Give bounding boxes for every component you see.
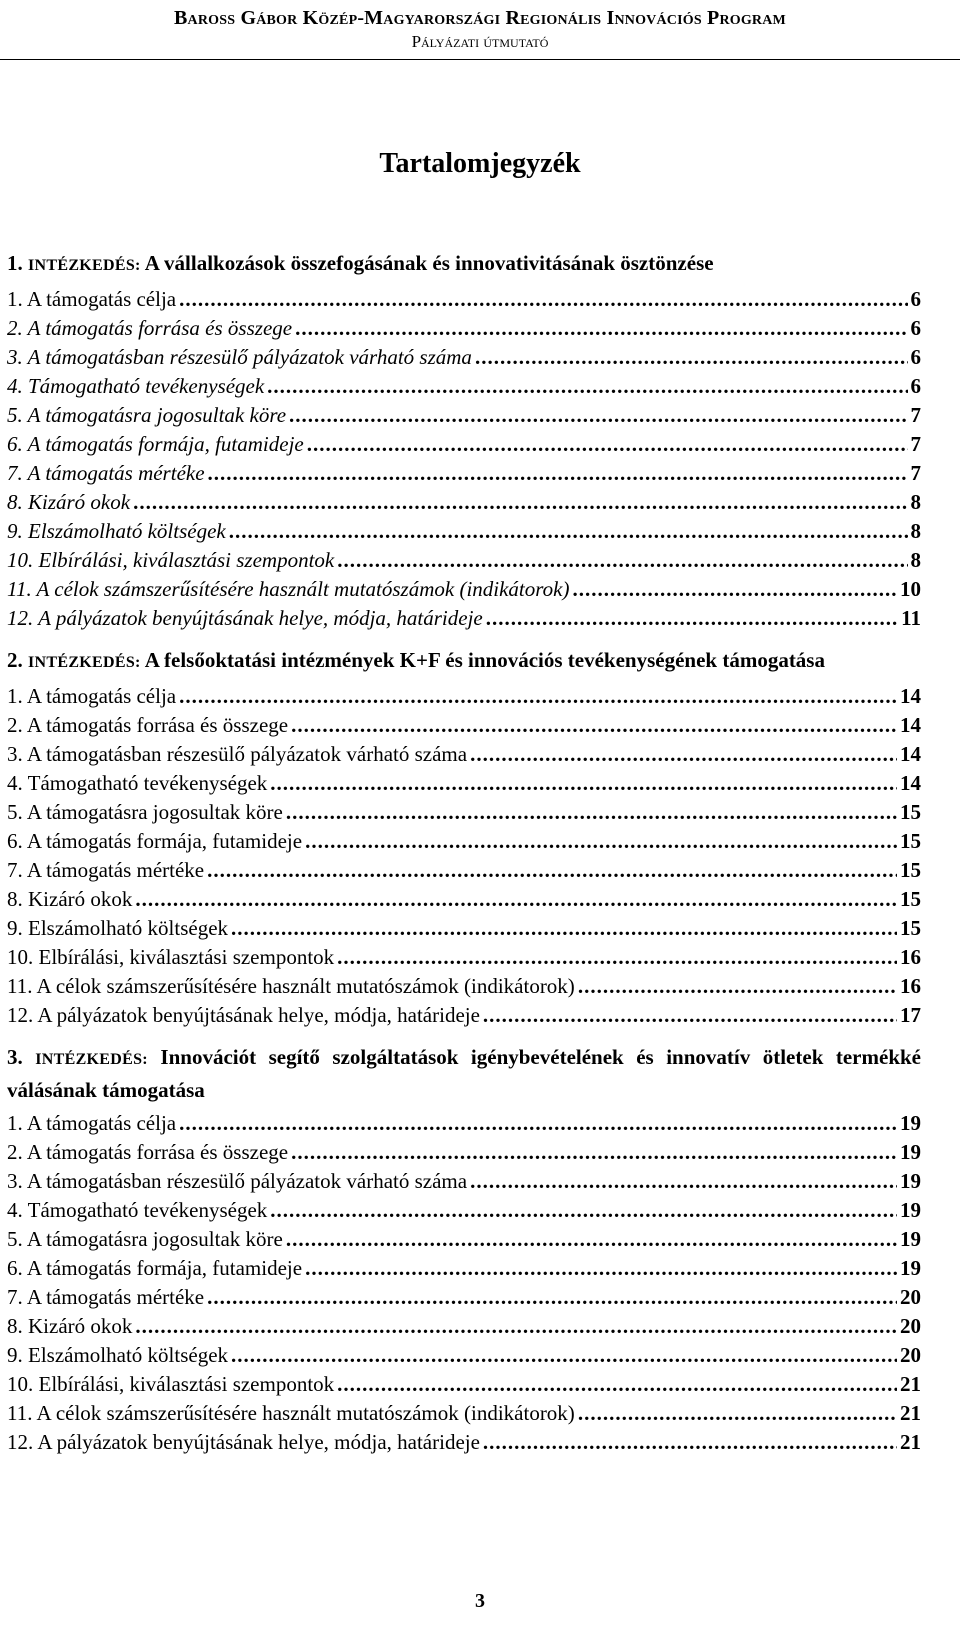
toc-entry[interactable] [7,1001,921,1030]
dot-leader [291,1138,897,1167]
toc-entry-label: 10. Elbírálási, kiválasztási szempontok [7,945,335,969]
toc-entry[interactable] [7,1399,921,1428]
dot-leader [572,575,897,604]
toc-entry-label: 9. Elszámolható költségek [7,519,226,543]
toc-section-2 [7,645,921,1030]
section-keyword: INTÉZKEDÉS: [28,654,141,671]
dot-leader [207,856,897,885]
toc-entry-page: 10 [900,577,921,601]
toc-entry-page: 19 [900,1256,921,1280]
toc-entry[interactable] [7,546,921,575]
dot-leader [305,827,897,856]
section-heading[interactable] [7,645,921,678]
toc-section-1 [7,248,921,633]
toc-title: Tartalomjegyzék [379,148,581,179]
toc-entry-label: 7. A támogatás mértéke [7,461,205,485]
toc-entry-page: 11 [901,606,921,630]
section-heading[interactable] [7,1042,921,1105]
toc-entry[interactable] [7,488,921,517]
toc-entry[interactable] [7,827,921,856]
toc-entry-page: 16 [900,945,921,969]
section-title: A vállalkozások összefogásának és innovativitásának ösztönzése [144,251,714,275]
section-title: Innovációt segítő szolgáltatások igénybevételének és innovatív ötletek termékké válásának támogatása [7,1045,921,1102]
toc-entry-label: 1. A támogatás célja [7,287,177,311]
toc-entry[interactable] [7,1254,921,1283]
toc-entry-page: 17 [900,1003,921,1027]
toc-entry-page: 19 [900,1198,921,1222]
toc-entry-page: 8 [910,519,921,543]
toc-entry-label: 7. A támogatás mértéke [7,1285,205,1309]
dot-leader [267,372,907,401]
toc-entry[interactable] [7,604,921,633]
toc-entry-label: 11. A célok számszerűsítésére használt mutatószámok (indikátorok) [7,1401,575,1425]
toc-entry-page: 15 [900,887,921,911]
dot-leader [231,914,897,943]
toc-entry-page: 20 [900,1343,921,1367]
toc-entry-page: 15 [900,858,921,882]
section-keyword: INTÉZKEDÉS: [28,257,141,274]
toc-entry-label: 10. Elbírálási, kiválasztási szempontok [7,548,335,572]
toc-entry[interactable] [7,798,921,827]
toc-entry-page: 14 [900,771,921,795]
toc-entry[interactable] [7,1225,921,1254]
toc-entry-label: 3. A támogatásban részesülő pályázatok várható száma [7,1169,468,1193]
toc-entry-page: 14 [900,742,921,766]
toc-entry-label: 12. A pályázatok benyújtásának helye, módja, határideje [7,1430,480,1454]
dot-leader [231,1341,897,1370]
toc-entry-label: 2. A támogatás forrása és összege [7,713,289,737]
toc-entry-label: 8. Kizáró okok [7,490,131,514]
toc-entry-label: 6. A támogatás formája, futamideje [7,829,303,853]
toc-entry[interactable] [7,459,921,488]
toc-entry-page: 7 [910,432,921,456]
toc-entry-page: 6 [910,287,921,311]
toc-entry-label: 12. A pályázatok benyújtásának helye, módja, határideje [7,1003,480,1027]
toc-entry-label: 8. Kizáró okok [7,887,133,911]
dot-leader [229,517,908,546]
toc-entry[interactable] [7,575,921,604]
dot-leader [207,1283,897,1312]
dot-leader [578,972,897,1001]
toc-entry-page: 7 [910,461,921,485]
toc-entry[interactable] [7,401,921,430]
dot-leader [486,604,898,633]
toc-entry[interactable] [7,740,921,769]
toc-entry-label: 11. A célok számszerűsítésére használt mutatószámok (indikátorok) [7,974,575,998]
toc-entry-label: 9. Elszámolható költségek [7,916,229,940]
toc-entry[interactable] [7,314,921,343]
dot-leader [483,1428,897,1457]
toc-entry-label: 5. A támogatásra jogosultak köre [7,1227,283,1251]
dot-leader [475,343,908,372]
toc-entry-label: 4. Támogatható tevékenységek [7,1198,268,1222]
toc-entry-page: 16 [900,974,921,998]
toc-entry-label: 12. A pályázatok benyújtásának helye, módja, határideje [7,606,483,630]
dot-leader [470,740,897,769]
section-number: 1. [7,251,23,275]
dot-leader [286,798,897,827]
dot-leader [179,285,907,314]
toc-entry-page: 15 [900,916,921,940]
document-subtitle: Pályázati útmutató [411,32,549,51]
dot-leader [270,1196,897,1225]
toc-entry-label: 4. Támogatható tevékenységek [7,771,268,795]
toc-entry-label: 5. A támogatásra jogosultak köre [7,800,283,824]
toc-entry-label: 1. A támogatás célja [7,684,177,708]
toc-entry[interactable] [7,885,921,914]
toc-entry-page: 19 [900,1140,921,1164]
toc-entry-label: 1. A támogatás célja [7,1111,177,1135]
toc-entry-page: 6 [910,374,921,398]
dot-leader [208,459,908,488]
toc-entry-label: 9. Elszámolható költségek [7,1343,229,1367]
toc-entry[interactable] [7,285,921,314]
toc-entry-page: 8 [910,490,921,514]
toc-entry[interactable] [7,682,921,711]
toc-entry[interactable] [7,711,921,740]
toc-entry-page: 19 [900,1227,921,1251]
dot-leader [307,430,908,459]
toc-entry[interactable] [7,972,921,1001]
section-heading[interactable] [7,248,921,281]
toc-entry[interactable] [7,372,921,401]
toc-entry-label: 7. A támogatás mértéke [7,858,205,882]
dot-leader [578,1399,897,1428]
toc-entry-label: 4. Támogatható tevékenységek [7,374,265,398]
dot-leader [337,546,907,575]
section-number: 3. [7,1045,23,1069]
section-title: A felsőoktatási intézmények K+F és innovációs tevékenységének támogatása [144,648,825,672]
toc-entry-page: 15 [900,800,921,824]
toc-entry[interactable] [7,1138,921,1167]
toc-entry[interactable] [7,343,921,372]
toc-entry[interactable] [7,856,921,885]
toc-entry-page: 14 [900,684,921,708]
dot-leader [289,401,907,430]
dot-leader [291,711,897,740]
dot-leader [295,314,907,343]
toc-entry-label: 10. Elbírálási, kiválasztási szempontok [7,1372,335,1396]
dot-leader [470,1167,897,1196]
dot-leader [179,682,897,711]
toc-entry-label: 3. A támogatásban részesülő pályázatok várható száma [7,345,472,369]
dot-leader [270,769,897,798]
toc-entry[interactable] [7,430,921,459]
toc-entry-page: 21 [900,1372,921,1396]
page-header [0,0,960,54]
toc-entry[interactable] [7,1312,921,1341]
toc-entry-page: 19 [900,1111,921,1135]
dot-leader [286,1225,897,1254]
section-number: 2. [7,648,23,672]
section-keyword: INTÉZKEDÉS: [35,1051,148,1068]
toc-entry-page: 8 [910,548,921,572]
toc-entry[interactable] [7,1283,921,1312]
toc-entry-page: 6 [910,345,921,369]
dot-leader [337,943,897,972]
toc-entry-page: 19 [900,1169,921,1193]
toc-entry-label: 5. A támogatásra jogosultak köre [7,403,287,427]
dot-leader [305,1254,897,1283]
program-title: Baross Gábor Közép-Magyarországi Regionális Innovációs Program [174,7,786,29]
toc-entry-page: 20 [900,1314,921,1338]
dot-leader [179,1109,897,1138]
toc-entry-label: 2. A támogatás forrása és összege [7,1140,289,1164]
table-of-contents [7,248,921,1469]
toc-entry-label: 11. A célok számszerűsítésére használt mutatószámok (indikátorok) [7,577,570,601]
header-divider [0,59,960,60]
toc-entry[interactable] [7,1428,921,1457]
toc-entry[interactable] [7,1341,921,1370]
toc-entry-page: 21 [900,1401,921,1425]
toc-entry-page: 6 [910,316,921,340]
toc-entry[interactable] [7,914,921,943]
toc-entry-label: 6. A támogatás formája, futamideje [7,432,304,456]
toc-entry-label: 2. A támogatás forrása és összege [7,316,293,340]
toc-entry[interactable] [7,769,921,798]
toc-entry[interactable] [7,1370,921,1399]
toc-section-3 [7,1042,921,1457]
toc-entry-label: 6. A támogatás formája, futamideje [7,1256,303,1280]
toc-entry-label: 3. A támogatásban részesülő pályázatok várható száma [7,742,468,766]
toc-entry-page: 21 [900,1430,921,1454]
toc-entry-page: 7 [910,403,921,427]
toc-entry[interactable] [7,1167,921,1196]
toc-entry-page: 20 [900,1285,921,1309]
page-number: 3 [475,1590,485,1612]
toc-entry[interactable] [7,943,921,972]
toc-entry[interactable] [7,1196,921,1225]
dot-leader [135,885,897,914]
toc-entry-page: 15 [900,829,921,853]
toc-entry[interactable] [7,517,921,546]
toc-entry-page: 14 [900,713,921,737]
dot-leader [337,1370,897,1399]
toc-entry-label: 8. Kizáró okok [7,1314,133,1338]
dot-leader [483,1001,897,1030]
dot-leader [135,1312,897,1341]
toc-entry[interactable] [7,1109,921,1138]
dot-leader [133,488,907,517]
